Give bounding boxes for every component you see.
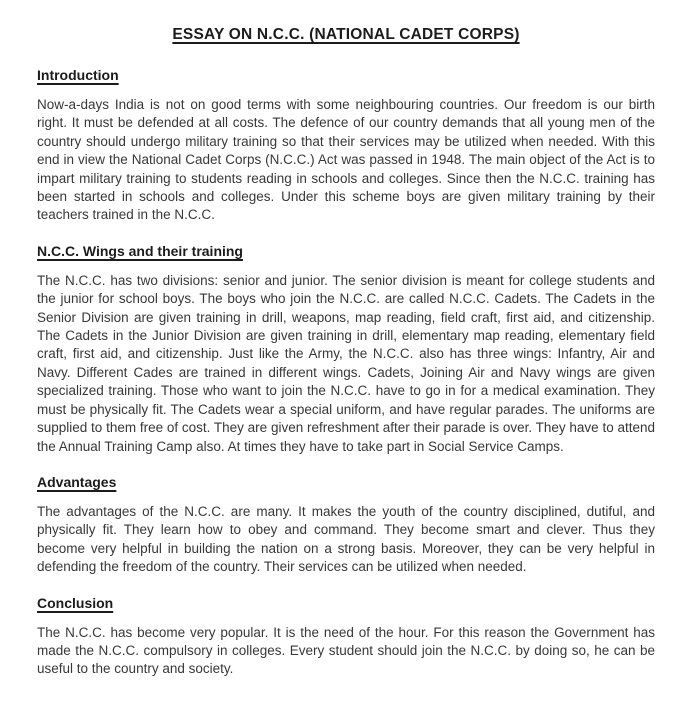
essay-title: ESSAY ON N.C.C. (NATIONAL CADET CORPS) [172,26,520,43]
section-ncc-wings-and-training [37,243,655,456]
section-introduction [37,67,655,225]
section-heading-conclusion: Conclusion [37,594,114,611]
section-paragraph-conclusion: The N.C.C. has become very popular. It is the need of the hour. For this reason the Government has made the N.C.C. compulsory in colleges. Every student should join the N.C.C. by doing so, he can be useful to the country and society. [37,624,655,677]
section-paragraph-ncc-wings-and-training: The N.C.C. has two divisions: senior and junior. The senior division is meant for college students and the junior for school boys. The boys who join the N.C.C. are called N.C.C. Cadets. The Cadets in the Senior Division are given training in drill, weapons, map reading, field craft, first aid, and citizenship. The Cadets in the Junior Division are given training in drill, elementary map reading, elementary field craft, first aid, and citizenship. Just like the Army, the N.C.C. also has three wings: Infantry, Air and Navy. Different Cades are trained in different wings. Cadets, Joining Air and Navy wings are given specialized training. Those who want to join the N.C.C. have to go in for a medical examination. They must be physically fit. The Cadets wear a special uniform, and have regular parades. The uniforms are supplied to them free of cost. They are given refreshment after their parade is over. They have to attend the Annual Training Camp also. At times they have to take part in Social Service Camps. [37,272,655,454]
section-conclusion [37,595,655,679]
section-heading-advantages: Advantages [37,473,117,490]
section-heading-ncc-wings-and-training: N.C.C. Wings and their training [37,242,243,259]
section-paragraph-advantages: The advantages of the N.C.C. are many. It makes the youth of the country disciplined, dutiful, and physically fit. They learn how to obey and command. They become smart and clever. Thus they become very helpful in building the nation on a strong basis. Moreover, they can be very helpful in defending the freedom of the country. Their services can be utilized when needed. [37,503,655,575]
section-paragraph-introduction: Now-a-days India is not on good terms with some neighbouring countries. Our freedom is our birth right. It must be defended at all costs. The defence of our country demands that all young men of the country should undergo military training so that their services may be utilized when needed. With this end in view the National Cadet Corps (N.C.C.) Act was passed in 1948. The main object of the Act is to impart military training to students reading in schools and colleges. Since then the N.C.C. training has been started in schools and colleges. Under this scheme boys are given military training by their teachers trained in the N.C.C. [37,97,655,223]
section-advantages [37,474,655,577]
section-heading-introduction: Introduction [37,67,119,83]
